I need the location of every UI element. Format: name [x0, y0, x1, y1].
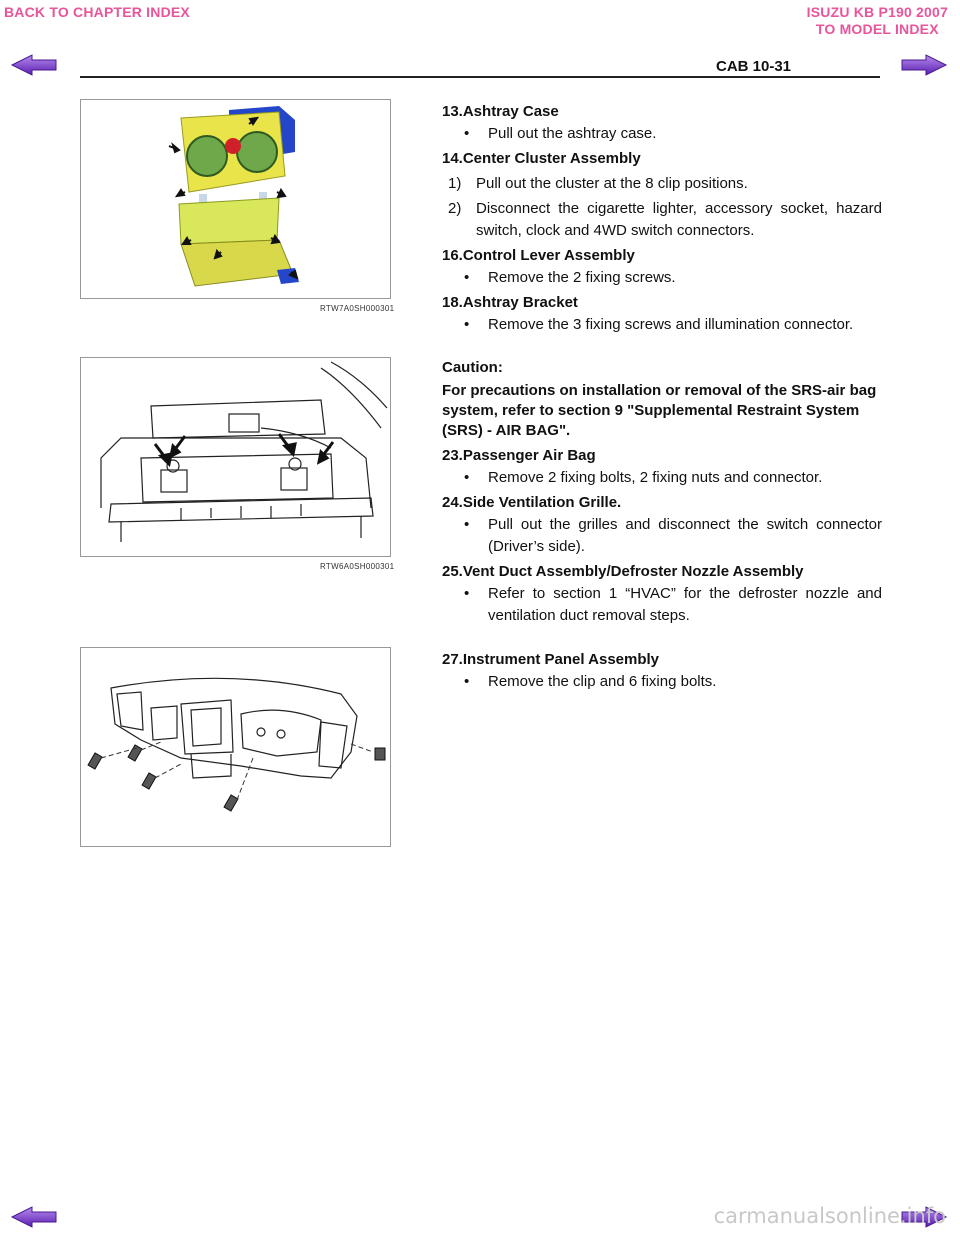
step-23-bullet [442, 467, 882, 489]
section-2-instructions [442, 357, 882, 627]
bullet-icon: • [464, 516, 470, 533]
step-27-title: 27.Instrument Panel Assembly [442, 651, 660, 668]
step-25-title: 25.Vent Duct Assembly/Defroster Nozzle Assembly [442, 563, 804, 580]
watermark-text: carmanualsonline.info [713, 1204, 946, 1228]
center-cluster-illustration [81, 100, 390, 298]
bullet-icon: • [464, 316, 470, 333]
caution-text: For precautions on installation or removal of the SRS-air bag system, refer to section 9 "Supplemental Restraint System (SRS) - AIR BAG". [442, 382, 877, 439]
bullet-text: Pull out the grilles and disconnect the switch connector (Driver’s side). [488, 516, 882, 555]
page-header-title: CAB 10-31 [716, 58, 792, 75]
step-14-item-2 [442, 198, 882, 242]
to-model-index-line: TO MODEL INDEX [815, 21, 939, 37]
next-page-arrow-icon[interactable] [900, 54, 948, 76]
step-18-bullet [442, 314, 882, 336]
figure-1-caption: RTW7A0SH000301 [320, 304, 395, 313]
bullet-text: Refer to section 1 “HVAC” for the defroster nozzle and ventilation duct removal steps. [488, 585, 882, 624]
figure-2-caption: RTW6A0SH000301 [320, 562, 395, 571]
item-number: 2) [448, 200, 462, 217]
passenger-airbag-figure [80, 357, 391, 557]
step-24-bullet [442, 514, 882, 558]
model-title-line: ISUZU KB P190 2007 [806, 4, 948, 20]
bullet-icon: • [464, 125, 470, 142]
bullet-text: Remove the 2 fixing screws. [488, 269, 676, 286]
step-25-bullet [442, 583, 882, 627]
item-number: 1) [448, 175, 462, 192]
previous-page-arrow-icon[interactable] [10, 54, 58, 76]
item-text: Disconnect the cigarette lighter, accessory socket, hazard switch, clock and 4WD switch connectors. [476, 200, 882, 239]
bullet-text: Remove the 3 fixing screws and illumination connector. [488, 316, 854, 333]
step-16-title: 16.Control Lever Assembly [442, 247, 635, 264]
bullet-text: Remove 2 fixing bolts, 2 fixing nuts and connector. [488, 469, 823, 486]
header-divider [80, 76, 880, 78]
caution-heading: Caution: [442, 359, 503, 376]
bullet-icon: • [464, 585, 470, 602]
passenger-airbag-illustration [81, 358, 390, 556]
step-13-bullet [442, 123, 882, 145]
center-cluster-figure [80, 99, 391, 299]
instrument-panel-illustration [81, 648, 390, 846]
step-14-item-1 [442, 173, 882, 195]
instrument-panel-figure [80, 647, 391, 847]
bullet-text: Remove the clip and 6 fixing bolts. [488, 673, 717, 690]
section-3-instructions [442, 649, 882, 693]
step-16-bullet [442, 267, 882, 289]
model-index-link[interactable] [807, 4, 948, 38]
bullet-icon: • [464, 269, 470, 286]
step-14-title: 14.Center Cluster Assembly [442, 150, 641, 167]
step-27-bullet [442, 671, 882, 693]
bullet-text: Pull out the ashtray case. [488, 125, 657, 142]
item-text: Pull out the cluster at the 8 clip positions. [476, 175, 748, 192]
section-1-instructions [442, 101, 882, 336]
step-24-title: 24.Side Ventilation Grille. [442, 494, 622, 511]
previous-page-arrow-icon[interactable] [10, 1206, 58, 1228]
bullet-icon: • [464, 673, 470, 690]
bullet-icon: • [464, 469, 470, 486]
step-18-title: 18.Ashtray Bracket [442, 294, 578, 311]
back-to-chapter-index-link[interactable]: BACK TO CHAPTER INDEX [4, 4, 190, 20]
step-13-title: 13.Ashtray Case [442, 103, 559, 120]
step-23-title: 23.Passenger Air Bag [442, 447, 596, 464]
